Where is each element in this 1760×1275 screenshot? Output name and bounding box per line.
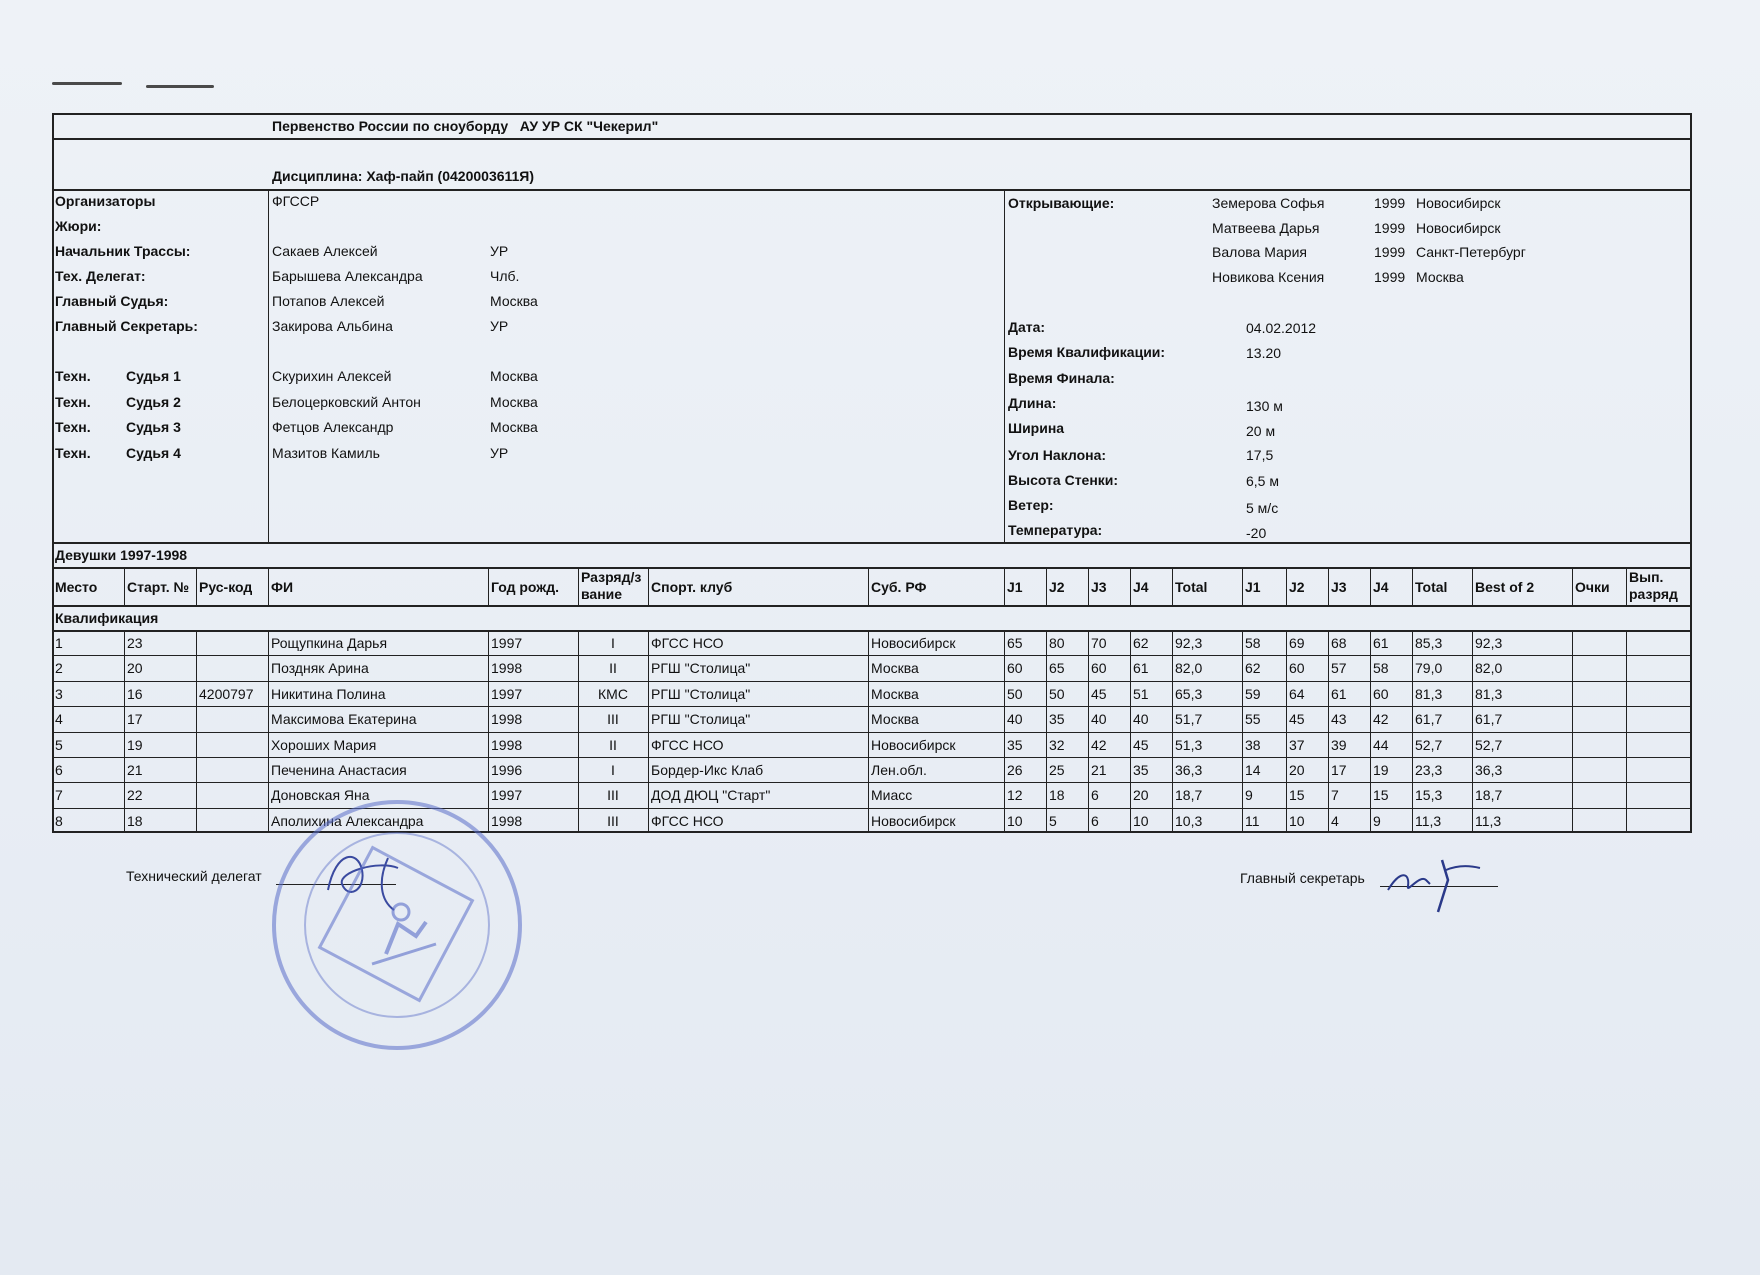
opener-name: Земерова Софья [1212,195,1325,211]
table-cell: 81,3 [1415,685,1443,702]
column-header: J1 [1007,579,1023,595]
table-cell: 21 [127,762,143,778]
table-cell: Хороших Мария [271,736,377,753]
jury-label: Жюри: [55,218,102,234]
table-cell: 20 [127,660,143,677]
table-cell: 6 [55,762,63,778]
column-header: Total [1415,579,1448,595]
table-cell: 20 [1289,762,1305,778]
table-cell: 15 [1373,787,1389,804]
judge-region: Москва [490,419,538,435]
table-cell: 15,3 [1415,787,1443,804]
table-cell: 1 [55,635,63,651]
table-cell: 11,3 [1415,812,1442,829]
judge-title: Техн. [55,393,91,410]
condition-value: 6,5 м [1246,473,1279,489]
column-header: ФИ [271,579,294,595]
table-cell: 25 [1049,762,1065,778]
condition-label: Дата: [1008,319,1046,335]
table-cell: 51,7 [1175,711,1203,728]
table-cell: 19 [127,736,143,753]
column-header: Разряд/з вание [581,569,642,602]
table-cell: 8 [55,812,63,829]
table-cell: 6 [1091,787,1099,804]
table-cell: 82,0 [1475,660,1503,677]
table-cell: 22 [127,787,143,804]
table-cell: 9 [1245,787,1253,804]
table-cell: 1997 [491,685,523,702]
rule [268,189,269,542]
condition-label: Время Квалификации: [1008,344,1166,360]
table-cell: 6 [1091,812,1099,829]
table-cell: 1997 [491,635,523,651]
table-cell: 51 [1133,685,1149,702]
column-header: J3 [1331,579,1347,595]
table-cell: 10,3 [1175,812,1203,829]
table-cell: 11,3 [1475,812,1502,829]
table-cell: 2 [55,660,63,677]
condition-value: -20 [1246,525,1267,541]
table-cell: 51,3 [1175,736,1203,753]
rule [1572,567,1573,605]
table-cell: 92,3 [1475,635,1503,651]
rule [52,567,1692,569]
table-cell: 18,7 [1175,787,1203,804]
judge-region: УР [490,444,509,461]
table-cell: 61,7 [1475,711,1503,728]
condition-value: 04.02.2012 [1246,320,1317,336]
rule [868,567,869,605]
table-cell: 57 [1331,660,1347,677]
column-header: Старт. № [127,579,190,595]
table-cell: 85,3 [1415,635,1443,651]
table-cell: 52,7 [1475,736,1503,753]
table-cell: 37 [1289,736,1305,753]
condition-label: Длина: [1008,395,1057,411]
judge-title: Техн. [55,444,91,461]
opener-name: Матвеева Дарья [1212,219,1320,236]
opener-name: Новикова Ксения [1212,268,1325,285]
condition-label: Угол Наклона: [1008,447,1107,463]
table-cell: ФГСС НСО [651,635,724,651]
table-cell: 9 [1373,812,1381,829]
column-header: J2 [1049,579,1065,595]
rule [488,567,489,605]
opener-city: Москва [1416,268,1464,285]
table-row [0,782,1760,807]
table-cell: 61 [1331,685,1347,702]
opener-year: 1999 [1374,268,1406,285]
table-cell: 19 [1373,762,1389,778]
judge-number: Судья 2 [126,393,181,410]
table-cell: 10 [1133,812,1149,829]
course-chief-label: Начальник Трассы: [55,243,191,259]
column-header: Best of 2 [1475,579,1535,595]
table-cell: 35 [1133,762,1149,778]
opener-city: Новосибирск [1416,195,1501,211]
table-cell: 1998 [491,736,523,753]
table-cell: III [607,787,619,804]
table-row [0,655,1760,680]
table-cell: 21 [1091,762,1107,778]
judge-title: Техн. [55,419,91,435]
table-cell: 1997 [491,787,523,804]
table-cell: 18 [1049,787,1065,804]
table-cell: 81,3 [1475,685,1503,702]
stamp-figure-icon [276,804,526,1054]
table-cell: Печенина Анастасия [271,762,407,778]
table-cell: 17 [1331,762,1347,778]
condition-label: Ширина [1008,420,1065,436]
judge-title: Техн. [55,368,91,384]
table-cell: 5 [1049,812,1057,829]
rule [196,567,197,605]
column-header: Спорт. клуб [651,579,733,595]
table-cell: 69 [1289,635,1305,651]
table-cell: 3 [55,685,63,702]
rule [1328,567,1329,605]
rule [1088,567,1089,605]
rule [648,567,649,605]
table-cell: I [611,635,615,651]
opener-name: Валова Мария [1212,244,1307,260]
rule [52,189,1692,191]
table-cell: 58 [1373,660,1389,677]
table-cell: Поздняк Арина [271,660,369,677]
column-header: Место [55,579,98,595]
column-header: Суб. РФ [871,579,927,595]
table-cell: 80 [1049,635,1065,651]
table-cell: I [611,762,615,778]
table-cell: Новосибирск [871,635,956,651]
rule [268,567,269,605]
table-cell: 65,3 [1175,685,1203,702]
table-cell: Москва [871,660,919,677]
table-cell: 18 [127,812,143,829]
column-header: J4 [1133,579,1149,595]
table-cell: 12 [1007,787,1023,804]
rule [52,542,1692,544]
table-cell: КМС [598,685,628,702]
table-row [0,732,1760,757]
condition-value: 130 м [1246,398,1283,414]
table-cell: 35 [1049,711,1065,728]
table-cell: Москва [871,711,919,728]
table-cell: 79,0 [1415,660,1443,677]
scan-mark [52,82,122,85]
table-cell: Новосибирск [871,736,956,753]
table-cell: 82,0 [1175,660,1203,677]
opener-city: Новосибирск [1416,219,1501,236]
table-cell: 40 [1091,711,1107,728]
table-cell: 15 [1289,787,1305,804]
judge-name: Фетцов Александр [272,419,394,435]
table-row [0,681,1760,706]
table-cell: 36,3 [1475,762,1503,778]
table-cell: 58 [1245,635,1261,651]
table-cell: ДОД ДЮЦ "Старт" [651,787,771,804]
tech-delegate-name: Барышева Александра [272,268,423,284]
judge-number: Судья 3 [126,419,181,435]
table-cell: 1996 [491,762,523,778]
table-cell: 38 [1245,736,1261,753]
table-cell: 62 [1133,635,1149,651]
tech-delegate-label: Тех. Делегат: [55,268,146,284]
table-cell: 4 [55,711,63,728]
table-cell: 59 [1245,685,1261,702]
table-cell: 40 [1007,711,1023,728]
table-cell: 45 [1133,736,1149,753]
competition-title: Первенство России по сноуборду АУ УР СК "Чекерил" [272,118,659,134]
opener-year: 1999 [1374,195,1406,211]
column-header: Очки [1575,579,1610,595]
course-chief-region: УР [490,243,509,259]
table-cell: 50 [1007,685,1023,702]
rule [124,567,125,605]
table-row [0,808,1760,833]
table-cell: 42 [1373,711,1389,728]
rule [1004,567,1005,605]
organizers-value: ФГССР [272,193,320,209]
table-cell: РГШ "Столица" [651,711,751,728]
rule [1626,567,1627,605]
table-cell: 64 [1289,685,1305,702]
chief-judge-label: Главный Судья: [55,293,169,309]
column-header: Рус-код [199,579,253,595]
table-cell: 10 [1289,812,1305,829]
rule [1130,567,1131,605]
table-cell: 5 [55,736,63,753]
table-cell: ФГСС НСО [651,736,724,753]
table-cell: 43 [1331,711,1347,728]
table-cell: 39 [1331,736,1347,753]
column-header: J1 [1245,579,1261,595]
table-cell: 45 [1091,685,1107,702]
chief-judge-region: Москва [490,293,538,309]
table-cell: 61,7 [1415,711,1443,728]
opener-year: 1999 [1374,244,1406,260]
table-cell: 4 [1331,812,1339,829]
judge-number: Судья 1 [126,368,181,384]
table-cell: 62 [1245,660,1261,677]
table-cell: Новосибирск [871,812,956,829]
condition-value: 20 м [1246,423,1276,439]
judge-region: Москва [490,393,538,410]
table-cell: 65 [1049,660,1065,677]
table-cell: 32 [1049,736,1065,753]
condition-value: 17,5 [1246,447,1274,463]
condition-value: 5 м/с [1246,500,1279,516]
opener-year: 1999 [1374,219,1406,236]
table-cell: 1998 [491,812,523,829]
column-header: J3 [1091,579,1107,595]
table-cell: 23 [127,635,143,651]
judge-name: Скурихин Алексей [272,368,392,384]
table-cell: 18,7 [1475,787,1503,804]
table-cell: 7 [55,787,63,804]
table-cell: Никитина Полина [271,685,386,702]
table-cell: 44 [1373,736,1389,753]
table-cell: 60 [1373,685,1389,702]
table-cell: Лен.обл. [871,762,927,778]
table-cell: 50 [1049,685,1065,702]
opener-city: Санкт-Петербург [1416,244,1526,260]
table-cell: 26 [1007,762,1023,778]
chief-judge-name: Потапов Алексей [272,293,385,309]
table-cell: 10 [1007,812,1023,829]
table-cell: 52,7 [1415,736,1443,753]
chief-secretary-region: УР [490,318,509,334]
table-cell: РГШ "Столица" [651,685,751,702]
condition-label: Температура: [1008,522,1103,538]
table-cell: III [607,812,619,829]
rule [1286,567,1287,605]
table-cell: 14 [1245,762,1261,778]
table-cell: ФГСС НСО [651,812,724,829]
condition-label: Время Финала: [1008,370,1115,386]
column-header: Год рожд. [491,579,560,595]
table-cell: Рощупкина Дарья [271,635,388,651]
rule [1046,567,1047,605]
table-cell: 40 [1133,711,1149,728]
judge-name: Мазитов Камиль [272,444,380,461]
table-cell: 20 [1133,787,1149,804]
rule [1472,567,1473,605]
rule [52,138,1692,140]
official-stamp [272,800,522,1050]
table-cell: 11 [1245,812,1260,829]
scan-mark [146,85,214,88]
table-cell: 61 [1373,635,1389,651]
discipline-title: Дисциплина: Хаф-пайп (0420003611Я) [272,168,535,184]
table-cell: 7 [1331,787,1339,804]
column-header: J2 [1289,579,1305,595]
chief-secretary-signature-label: Главный секретарь [1240,870,1365,886]
table-cell: 35 [1007,736,1023,753]
round-title: Квалификация [55,610,159,626]
rule [578,567,579,605]
table-cell: II [609,660,617,677]
chief-secretary-label: Главный Секретарь: [55,318,198,334]
table-cell: 60 [1091,660,1107,677]
tech-delegate-region: Члб. [490,268,520,284]
condition-label: Высота Стенки: [1008,472,1119,488]
table-cell: 23,3 [1415,762,1443,778]
table-cell: Москва [871,685,919,702]
table-cell: 55 [1245,711,1261,728]
course-chief-name: Сакаев Алексей [272,243,378,259]
group-title: Девушки 1997-1998 [55,547,188,563]
table-cell: 42 [1091,736,1107,753]
openers-label: Открывающие: [1008,195,1115,211]
table-cell: 61 [1133,660,1149,677]
organizers-label: Организаторы [55,193,156,209]
table-cell: 60 [1289,660,1305,677]
rule [1004,189,1005,542]
rule [1370,567,1371,605]
table-cell: 70 [1091,635,1107,651]
table-cell: 1998 [491,711,523,728]
table-row [0,630,1760,655]
table-cell: Аполихина Александра [271,812,424,829]
table-cell: Доновская Яна [271,787,370,804]
judge-name: Белоцерковский Антон [272,393,421,410]
table-cell: III [607,711,619,728]
table-cell: Бордер-Икс Клаб [651,762,764,778]
table-cell: Максимова Екатерина [271,711,417,728]
table-cell: 60 [1007,660,1023,677]
rule [1172,567,1173,605]
table-cell: 16 [127,685,143,702]
table-cell: 45 [1289,711,1305,728]
column-header: J4 [1373,579,1389,595]
column-header: Вып. разряд [1629,569,1678,602]
rule [1412,567,1413,605]
table-row [0,757,1760,782]
condition-value: 13.20 [1246,345,1282,361]
table-cell: 1998 [491,660,523,677]
tech-delegate-signature-label: Технический делегат [126,868,262,884]
handwritten-signature [1380,850,1500,920]
table-cell: II [609,736,617,753]
condition-label: Ветер: [1008,497,1054,513]
rule [1242,567,1243,605]
table-cell: 68 [1331,635,1347,651]
table-cell: 4200797 [199,685,254,702]
chief-secretary-name: Закирова Альбина [272,318,393,334]
table-row [0,706,1760,731]
judge-number: Судья 4 [126,444,181,461]
table-cell: Миасс [871,787,913,804]
rule [52,605,1692,607]
table-cell: 36,3 [1175,762,1203,778]
table-cell: РГШ "Столица" [651,660,751,677]
column-header: Total [1175,579,1208,595]
table-cell: 92,3 [1175,635,1203,651]
judge-region: Москва [490,368,538,384]
table-cell: 65 [1007,635,1023,651]
table-cell: 17 [127,711,143,728]
